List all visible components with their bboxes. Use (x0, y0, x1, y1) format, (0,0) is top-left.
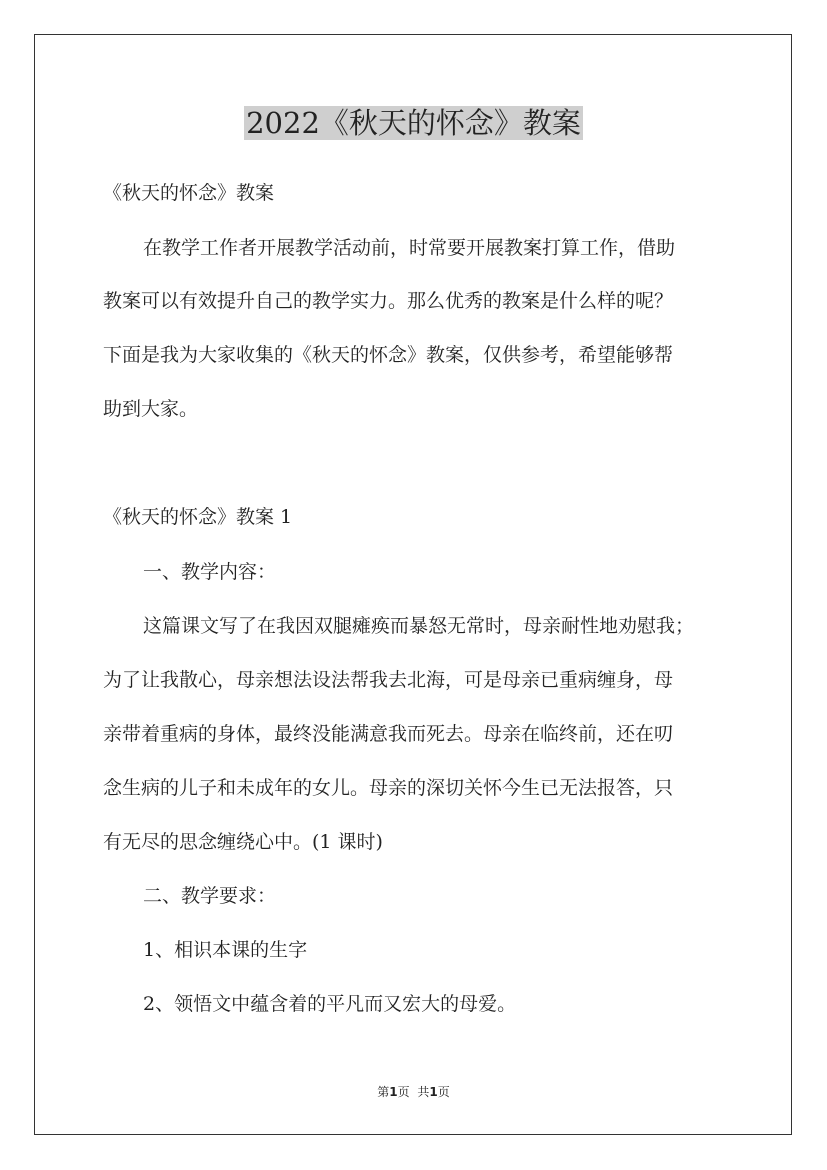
intro-heading: 《秋天的怀念》教案 (103, 182, 275, 204)
footer-page-prefix: 第 (377, 1085, 390, 1099)
body-line: 这篇课文写了在我因双腿瘫痪而暴怒无常时，母亲耐性地劝慰我； (143, 615, 695, 637)
requirement-item: 2、领悟文中蕴含着的平凡而又宏大的母爱。 (143, 993, 517, 1015)
part1-heading: 一、教学内容： (143, 561, 277, 583)
section-heading: 《秋天的怀念》教案 1 (103, 506, 293, 528)
intro-line: 教案可以有效提升自己的教学实力。那么优秀的教案是什么样的呢？ (103, 290, 674, 312)
body-line: 为了让我散心，母亲想法设法帮我去北海，可是母亲已重病缠身，母 (103, 669, 674, 691)
footer-page-number: 1 (389, 1085, 398, 1099)
body-line: 亲带着重病的身体，最终没能满意我而死去。母亲在临终前，还在叨 (103, 723, 674, 745)
page-footer (0, 1084, 827, 1100)
body-line: 念生病的儿子和未成年的女儿。母亲的深切关怀今生已无法报答，只 (103, 777, 674, 799)
body-line: 有无尽的思念缠绕心中。(1 课时) (103, 831, 383, 853)
intro-line: 在教学工作者开展教学活动前，时常要开展教案打算工作，借助 (143, 237, 676, 259)
footer-page-suffix: 页 (397, 1085, 410, 1099)
part2-heading: 二、教学要求： (143, 885, 277, 907)
footer-total-prefix: 共 (417, 1085, 430, 1099)
document-title (0, 103, 827, 143)
intro-line: 下面是我为大家收集的《秋天的怀念》教案，仅供参考，希望能够帮 (103, 344, 674, 366)
footer-total-suffix: 页 (437, 1085, 450, 1099)
intro-line: 助到大家。 (103, 398, 199, 420)
footer-total-number: 1 (429, 1085, 438, 1099)
requirement-item: 1、相识本课的生字 (143, 939, 308, 961)
document-title-text: 2022《秋天的怀念》教案 (246, 106, 581, 140)
